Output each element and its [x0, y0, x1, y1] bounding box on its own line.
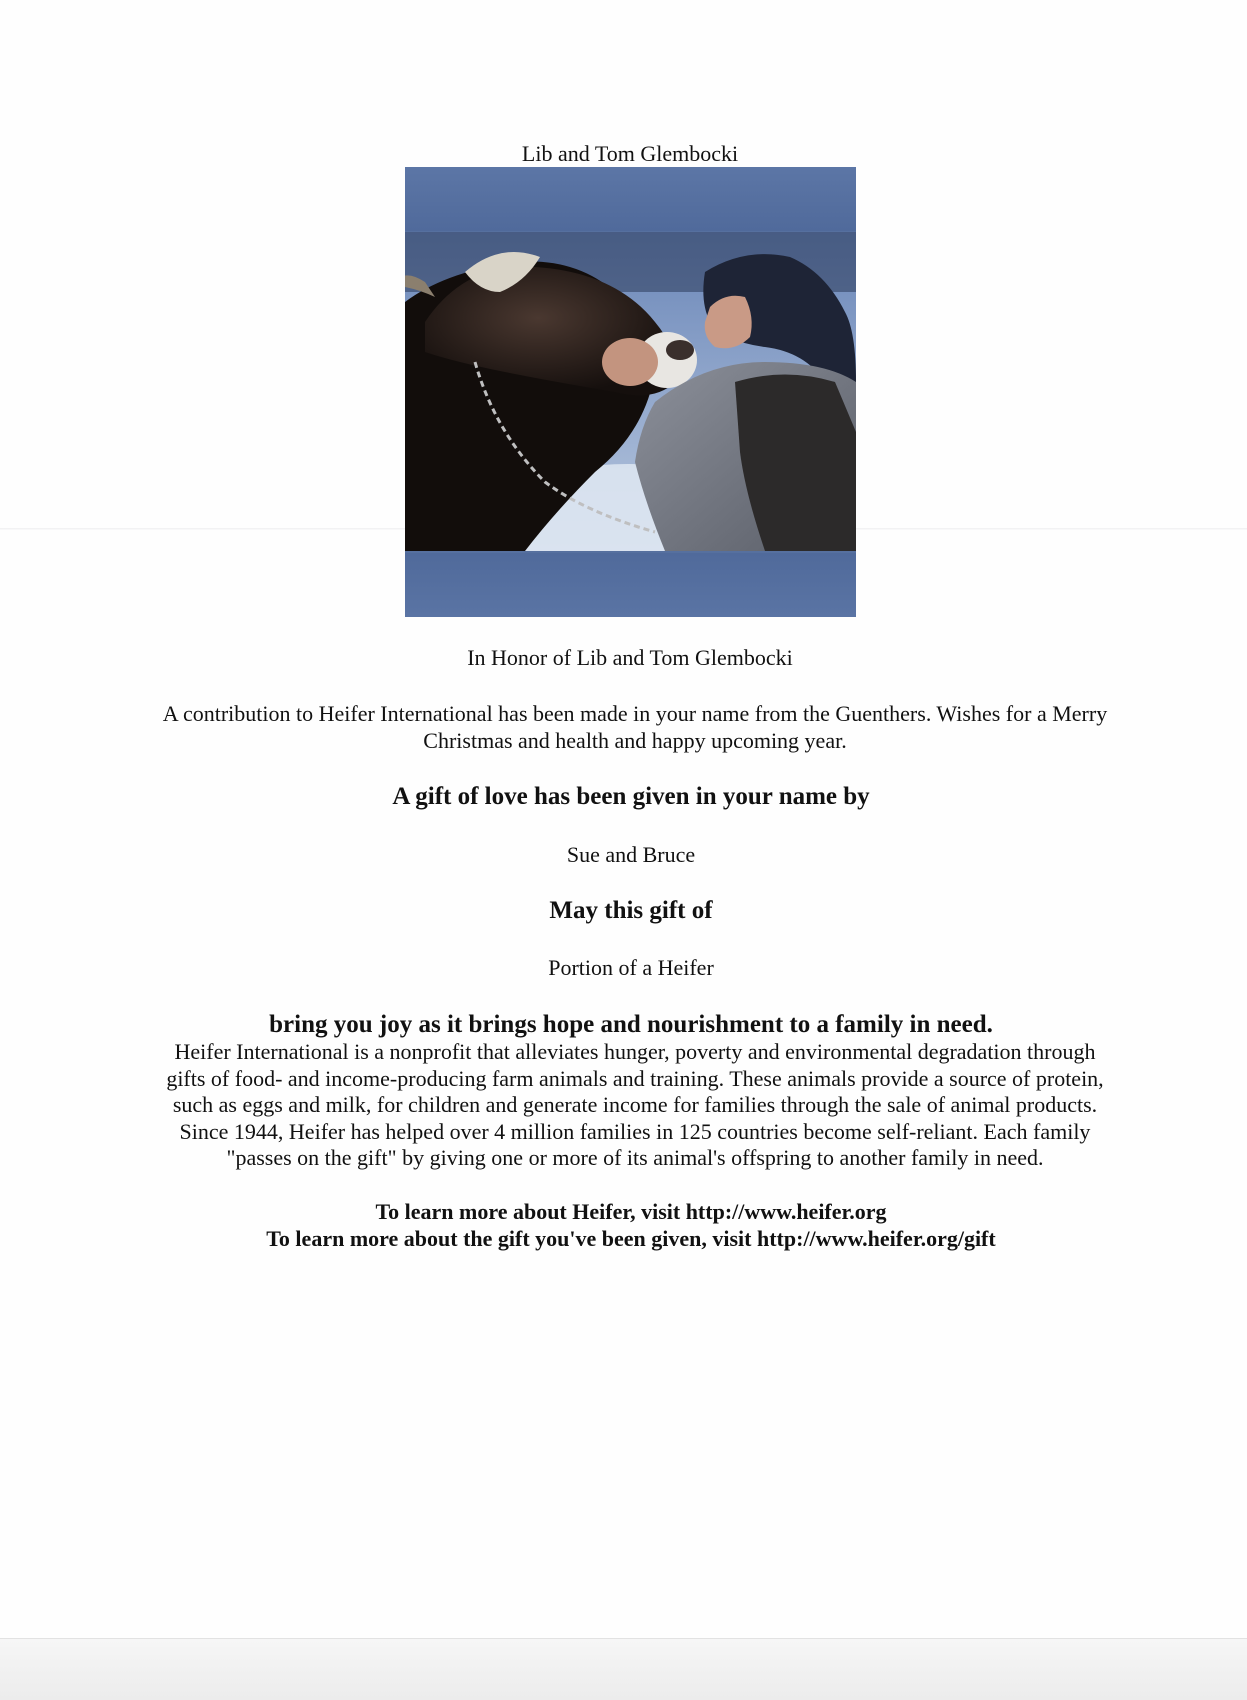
message-line-1: A contribution to Heifer International has been made in your name from the Guenthers. Wishes for a Merry [162, 701, 1108, 726]
about-line-3: such as eggs and milk, for children and generate income for families through the sale of animal products. [172, 1092, 1098, 1117]
learn-more-gift-link[interactable]: To learn more about the gift you've been given, visit http://www.heifer.org/gift [266, 1226, 996, 1251]
woman-kissing-cow-photo [405, 232, 856, 551]
about-line-2: gifts of food- and income-producing farm animals and training. These animals provide a source of protein, [166, 1065, 1104, 1091]
joy-heading: bring you joy as it brings hope and nourishment to a family in need. [269, 1011, 993, 1038]
message-line-2: Christmas and health and happy upcoming year. [423, 728, 847, 753]
may-this-gift-heading: May this gift of [549, 897, 713, 924]
gift-item: Portion of a Heifer [548, 955, 714, 980]
scanner-bottom-edge [0, 1638, 1247, 1700]
about-line-4: Since 1944, Heifer has helped over 4 million families in 125 countries become self-reliant. Each family [179, 1118, 1091, 1144]
learn-more-heifer-link[interactable]: To learn more about Heifer, visit http://www.heifer.org [375, 1199, 887, 1224]
personal-message [105, 700, 1165, 754]
photo-band-top [405, 167, 856, 231]
honor-line: In Honor of Lib and Tom Glembocki [467, 645, 793, 670]
gift-given-heading: A gift of love has been given in your name by [392, 783, 870, 810]
about-line-5: "passes on the gift" by giving one or more of its animal's offspring to another family in need. [226, 1145, 1044, 1170]
givers-names: Sue and Bruce [566, 842, 696, 867]
photo-card [405, 167, 856, 617]
recipient-names: Lib and Tom Glembocki [521, 141, 739, 166]
learn-more-links [0, 1198, 1247, 1252]
photo-band-bottom [405, 553, 856, 617]
about-heifer-paragraph [110, 1039, 1160, 1172]
about-line-1: Heifer International is a nonprofit that alleviates hunger, poverty and environmental degradation through [174, 1039, 1096, 1064]
